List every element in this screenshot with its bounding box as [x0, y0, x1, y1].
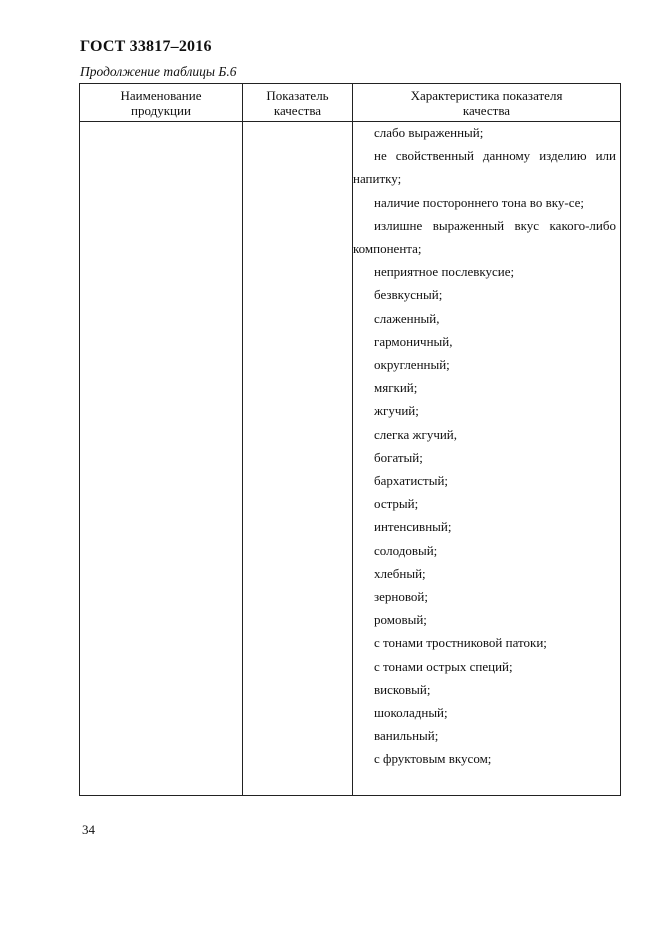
characteristic-item: бархатистый;	[374, 473, 449, 489]
quality-table	[79, 83, 621, 796]
characteristic-item: с тонами острых специй;	[374, 658, 513, 674]
characteristic-item: наличие постороннего тона во вку-се;	[374, 194, 584, 210]
page-number: 34	[82, 822, 95, 837]
header-line: качества	[462, 102, 511, 118]
characteristic-item: безвкусный;	[374, 287, 443, 303]
characteristic-item: зерновой;	[374, 589, 428, 605]
characteristic-item: излишне выраженный вкус какого-либо компонента;	[353, 217, 616, 257]
characteristic-item: неприятное послевкусие;	[374, 264, 515, 280]
characteristics-list	[353, 121, 616, 771]
header-indicator-characteristic	[353, 84, 620, 121]
characteristic-item: мягкий;	[374, 380, 418, 396]
characteristic-item: с фруктовым вкусом;	[374, 751, 492, 767]
characteristic-item: ромовый;	[374, 612, 427, 628]
characteristic-item: интенсивный;	[374, 519, 452, 535]
characteristic-item: не свойственный данному изделию или напитку;	[353, 148, 616, 187]
characteristic-item: слаженный,	[374, 310, 440, 326]
column-divider	[242, 84, 243, 795]
characteristic-item: шоколадный;	[374, 705, 448, 721]
characteristic-item: висковый;	[374, 681, 431, 697]
document-title: ГОСТ 33817–2016	[80, 38, 212, 55]
characteristic-item: гармоничный,	[374, 333, 453, 349]
header-line: качества	[273, 102, 322, 118]
characteristic-item: округленный;	[374, 357, 450, 373]
characteristic-item: солодовый;	[374, 542, 438, 558]
characteristic-item: слабо выраженный;	[374, 125, 484, 140]
header-line: продукции	[131, 102, 191, 118]
characteristic-item: с тонами тростниковой патоки;	[374, 635, 547, 651]
characteristic-item: острый;	[374, 496, 419, 512]
characteristic-item: жгучий;	[374, 403, 419, 419]
characteristic-item: слегка жгучий,	[374, 426, 458, 442]
characteristic-item: хлебный;	[374, 565, 426, 581]
characteristic-item: ванильный;	[374, 728, 439, 744]
characteristic-item: богатый;	[374, 449, 423, 465]
header-line: Характеристика показателя	[410, 87, 563, 103]
header-line: Показатель	[266, 87, 329, 103]
table-caption: Продолжение таблицы Б.6	[80, 64, 237, 79]
header-product-name	[80, 84, 242, 121]
header-quality-indicator	[243, 84, 352, 121]
header-line: Наименование	[120, 87, 202, 103]
